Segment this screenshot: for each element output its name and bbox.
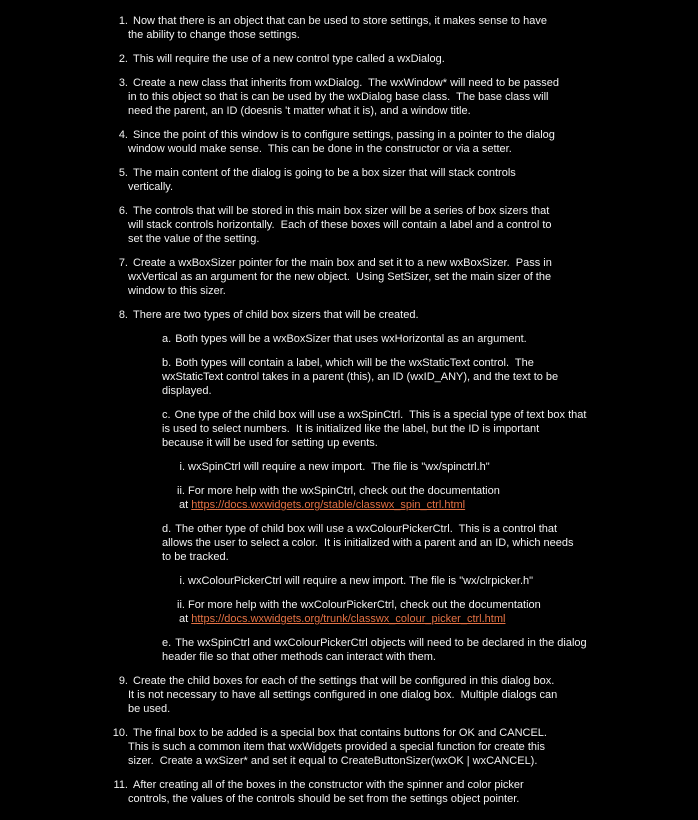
text-line: 1. Now that there is an object that can be used to store settings, it makes sense to have <box>128 14 698 28</box>
list-marker: b. <box>162 357 172 369</box>
list-marker: 10. <box>112 727 128 739</box>
text-line: need the parent, an ID (doesnis 't matter what it is), and a window title. <box>128 105 471 117</box>
text-line: is used to select numbers. It is initialized like the label, but the ID is important <box>162 423 540 435</box>
text-line: displayed. <box>162 385 212 397</box>
text-line: wxVertical as an argument for the new object. Using SetSizer, set the main sizer of the <box>128 271 552 283</box>
list-item <box>118 166 698 194</box>
list-item <box>118 52 698 66</box>
text-line: sizer. Create a wxSizer* and set it equal to CreateButtonSizer(wxOK | wxCANCEL). <box>128 755 538 767</box>
list-item <box>112 726 698 768</box>
list-item <box>118 128 698 156</box>
doc-link[interactable]: https://docs.wxwidgets.org/stable/classwx_spin_ctrl.html <box>191 499 466 511</box>
list-marker: a. <box>162 333 172 345</box>
list-marker: d. <box>162 523 172 535</box>
text-line: at https://docs.wxwidgets.org/trunk/classwx_colour_picker_ctrl.html <box>179 613 506 625</box>
text-line: 8. There are two types of child box sizers that will be created. <box>128 308 698 322</box>
text-line: 11. After creating all of the boxes in the constructor with the spinner and color picker <box>128 778 698 792</box>
list-item <box>118 256 698 298</box>
text-line: will stack controls horizontally. Each of these boxes will contain a label and a control to <box>128 219 552 231</box>
list-item <box>179 460 698 474</box>
text-line: controls, the values of the controls should be set from the settings object pointer. <box>128 793 520 805</box>
text-line: 10. The final box to be added is a special box that contains buttons for OK and CANCEL. <box>128 726 698 740</box>
text-line: at https://docs.wxwidgets.org/stable/classwx_spin_ctrl.html <box>179 499 466 511</box>
text-line: e. The wxSpinCtrl and wxColourPickerCtrl objects will need to be declared in the dialog <box>162 637 587 649</box>
text-line: 6. The controls that will be stored in this main box sizer will be a series of box sizers that <box>128 204 698 218</box>
text-line: c. One type of the child box will use a wxSpinCtrl. This is a special type of text box that <box>162 409 587 421</box>
text-line: 2. This will require the use of a new control type called a wxDialog. <box>128 52 698 66</box>
text-line: 7. Create a wxBoxSizer pointer for the main box and set it to a new wxBoxSizer. Pass in <box>128 256 698 270</box>
text-line: It is not necessary to have all settings configured in one dialog box. Multiple dialogs can <box>128 689 558 701</box>
text-line: header file so that other methods can interact with them. <box>162 651 436 663</box>
list-item <box>179 598 698 626</box>
list-item <box>118 674 698 716</box>
list-item <box>118 14 698 42</box>
text-line: 9. Create the child boxes for each of the settings that will be configured in this dialog box. <box>128 674 698 688</box>
list-marker: ii. <box>177 485 185 497</box>
text-line: wxStaticText control takes in a parent (this), an ID (wxID_ANY), and the text to be <box>162 371 559 383</box>
list-marker: 5. <box>118 167 128 179</box>
list-marker: i. <box>179 461 185 473</box>
list-item <box>118 76 698 118</box>
list-item <box>118 308 698 322</box>
list-item <box>179 484 698 512</box>
list-marker: e. <box>162 637 172 649</box>
list-marker: 9. <box>118 675 128 687</box>
list-marker: 7. <box>118 257 128 269</box>
text-line: 3. Create a new class that inherits from wxDialog. The wxWindow* will need to be passed <box>128 76 698 90</box>
instruction-list <box>0 14 698 806</box>
list-marker: ii. <box>177 599 185 611</box>
text-line: i. wxColourPickerCtrl will require a new import. The file is "wx/clrpicker.h" <box>179 574 698 588</box>
list-item <box>179 574 698 588</box>
list-item <box>162 332 698 346</box>
text-line: i. wxSpinCtrl will require a new import. The file is "wx/spinctrl.h" <box>179 460 698 474</box>
list-marker: 11. <box>113 779 128 791</box>
list-item <box>162 408 698 450</box>
list-item <box>162 356 698 398</box>
list-marker: 8. <box>118 309 128 321</box>
list-marker: 3. <box>118 77 128 89</box>
doc-link[interactable]: https://docs.wxwidgets.org/trunk/classwx_colour_picker_ctrl.html <box>191 613 506 625</box>
list-item <box>113 778 698 806</box>
text-line: This is such a common item that wxWidgets provided a special function for create this <box>128 741 545 753</box>
text-line: ii. For more help with the wxSpinCtrl, check out the documentation <box>179 484 698 498</box>
list-item <box>162 636 698 664</box>
text-line: window to this sizer. <box>128 285 226 297</box>
text-line: allows the user to select a color. It is initialized with a parent and an ID, which needs <box>162 537 574 549</box>
list-marker: c. <box>162 409 171 421</box>
text-line: because it will be used for setting up events. <box>162 437 378 449</box>
text-line: window would make sense. This can be done in the constructor or via a setter. <box>128 143 512 155</box>
text-line: b. Both types will contain a label, which will be the wxStaticText control. The <box>162 357 534 369</box>
list-marker: 2. <box>118 53 128 65</box>
text-line: d. The other type of child box will use a wxColourPickerCtrl. This is a control that <box>162 523 558 535</box>
text-line: 4. Since the point of this window is to configure settings, passing in a pointer to the dialog <box>128 128 698 142</box>
text-line: the ability to change those settings. <box>128 29 300 41</box>
text-line: set the value of the setting. <box>128 233 260 245</box>
list-marker: 6. <box>118 205 128 217</box>
text-line: a. Both types will be a wxBoxSizer that uses wxHorizontal as an argument. <box>162 333 527 345</box>
list-marker: 1. <box>118 15 128 27</box>
list-item <box>118 204 698 246</box>
text-line: to be tracked. <box>162 551 229 563</box>
text-line: vertically. <box>128 181 174 193</box>
text-line: in to this object so that is can be used by the wxDialog base class. The base class will <box>128 91 549 103</box>
text-line: 5. The main content of the dialog is going to be a box sizer that will stack controls <box>128 166 698 180</box>
text-line: be used. <box>128 703 171 715</box>
list-marker: i. <box>179 575 185 587</box>
list-item <box>162 522 698 564</box>
list-marker: 4. <box>118 129 128 141</box>
text-line: ii. For more help with the wxColourPickerCtrl, check out the documentation <box>179 598 698 612</box>
